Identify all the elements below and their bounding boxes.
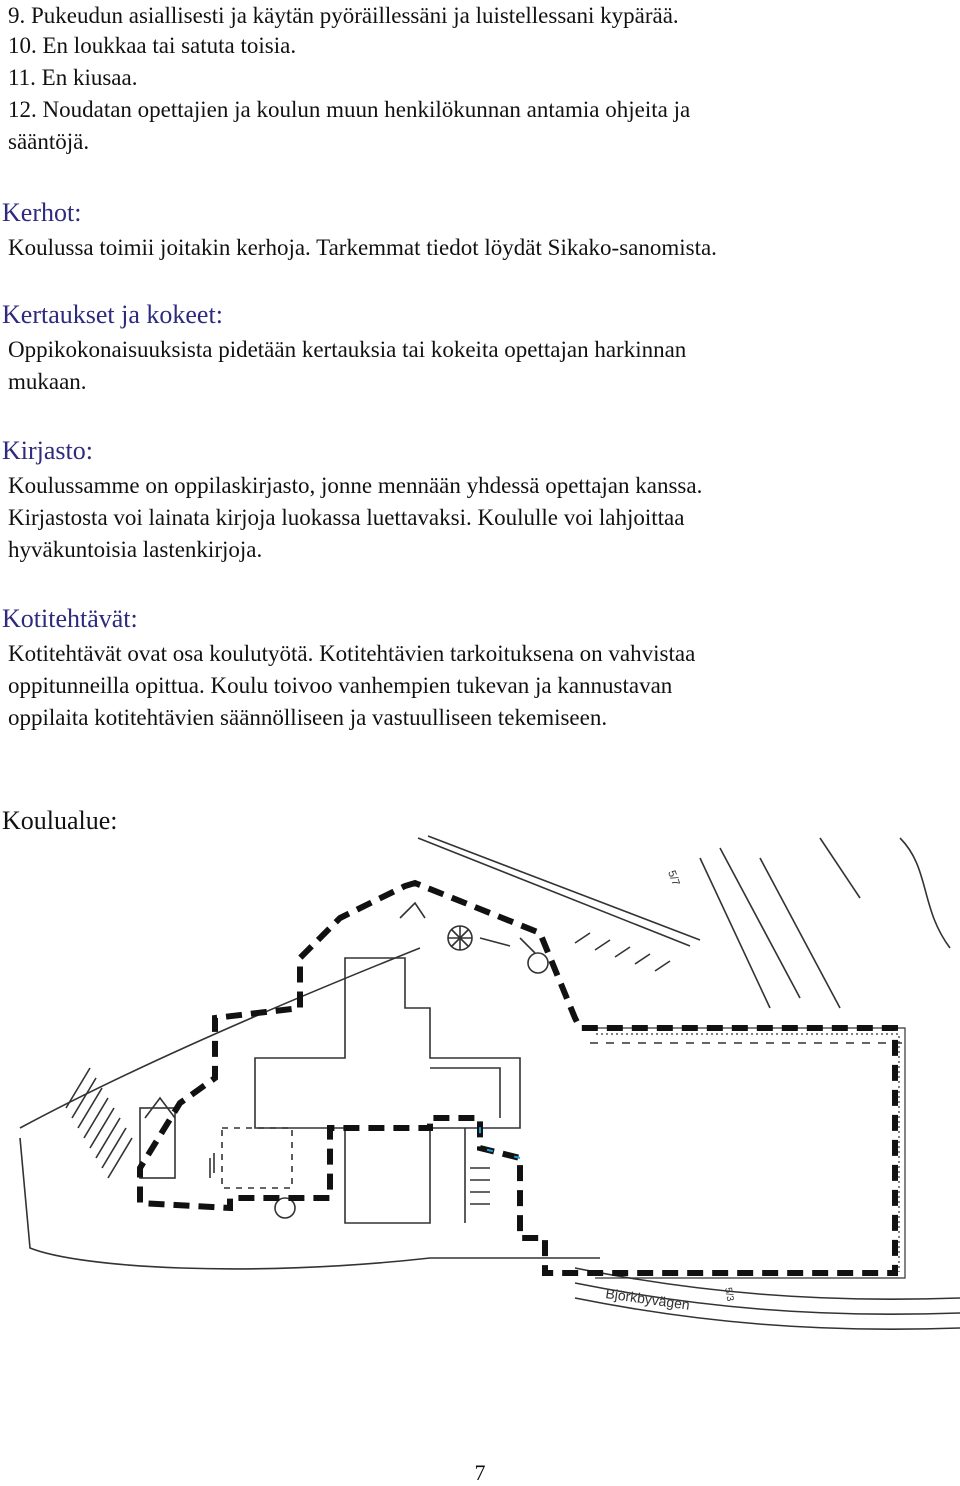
school-area-map — [0, 828, 960, 1358]
kertaukset-text-1: Oppikokonaisuuksista pidetään kertauksia tai kokeita opettajan harkinnan — [8, 337, 687, 362]
map-label-top: 5/7 — [665, 868, 682, 888]
kerhot-text: Koulussa toimii joitakin kerhoja. Tarkemmat tiedot löydät Sikako-sanomista. — [8, 235, 717, 260]
rule-item-12-continued: sääntöjä. — [8, 129, 90, 154]
heading-kerhot: Kerhot: — [2, 198, 82, 227]
kotitehtavat-text-3: oppilaita kotitehtävien säännölliseen ja vastuulliseen tekemiseen. — [8, 705, 608, 730]
sports-field-outline — [590, 1028, 905, 1278]
kotitehtavat-text-2: oppitunneilla opittua. Koulu toivoo vanhempien tukevan ja kannustavan — [8, 673, 673, 698]
heading-kirjasto: Kirjasto: — [2, 436, 93, 465]
kirjasto-text-3: hyväkuntoisia lastenkirjoja. — [8, 537, 263, 562]
kertaukset-text-2: mukaan. — [8, 369, 87, 394]
kotitehtavat-text-1: Kotitehtävät ovat osa koulutyötä. Kotitehtävien tarkoituksena on vahvistaa — [8, 641, 696, 666]
rule-item-10: 10. En loukkaa tai satuta toisia. — [8, 33, 297, 58]
heading-kertaukset: Kertaukset ja kokeet: — [2, 300, 223, 329]
school-area-boundary — [140, 883, 895, 1273]
map-label-bottom: 5/3 — [722, 1286, 736, 1303]
page-number: 7 — [474, 1460, 486, 1485]
heading-koulualue: Koulualue: — [2, 806, 118, 835]
kirjasto-text-1: Koulussamme on oppilaskirjasto, jonne mennään yhdessä opettajan kanssa. — [8, 473, 703, 498]
street-label: Björkbyvägen — [604, 1285, 691, 1313]
rule-item-12: 12. Noudatan opettajien ja koulun muun henkilökunnan antamia ohjeita ja — [8, 97, 691, 122]
rule-item-9: 9. Pukeudun asiallisesti ja käytän pyöräillessäni ja luistellessani kypärää. — [8, 3, 679, 28]
rule-item-11: 11. En kiusaa. — [8, 65, 138, 90]
heading-kotitehtavat: Kotitehtävät: — [2, 604, 138, 633]
kirjasto-text-2: Kirjastosta voi lainata kirjoja luokassa luettavaksi. Koululle voi lahjoittaa — [8, 505, 685, 530]
